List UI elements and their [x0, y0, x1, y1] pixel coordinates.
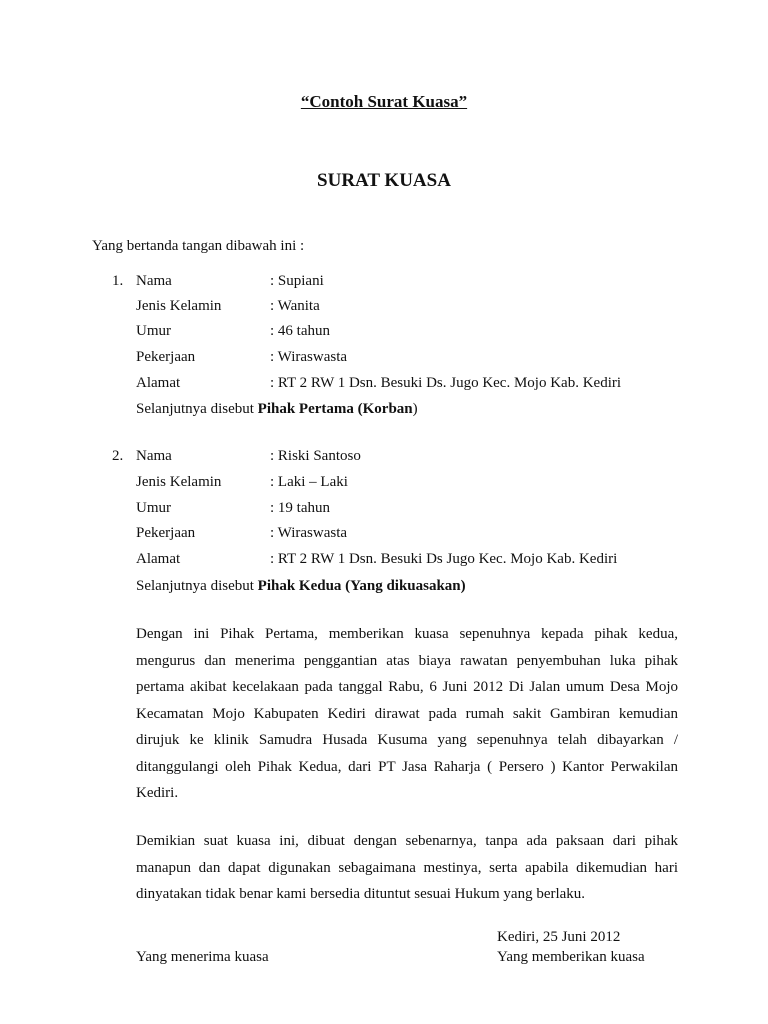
field-value: : 19 tahun [270, 500, 330, 516]
paragraph-line: Kediri. [136, 785, 179, 801]
paragraph-line: Demikian suat kuasa ini, dibuat dengan sebenarnya, tanpa ada paksaan dari pihak [136, 833, 678, 849]
field-label: Umur [136, 323, 171, 339]
paragraph-line: dinyatakan tidak benar kami bersedia dituntut sesuai Hukum yang berlaku. [136, 886, 586, 902]
field-label: Alamat [136, 551, 181, 567]
field-value: : 46 tahun [270, 323, 330, 339]
field-label: Pekerjaan [136, 525, 196, 541]
field-value: : RT 2 RW 1 Dsn. Besuki Ds. Jugo Kec. Mojo Kab. Kediri [270, 375, 622, 391]
intro-text: Yang bertanda tangan dibawah ini : [92, 238, 305, 254]
place-date: Kediri, 25 Juni 2012 [497, 929, 621, 945]
body-paragraph-2 [136, 831, 678, 911]
field-value: : Wanita [270, 298, 320, 314]
field-label: Nama [136, 448, 172, 464]
field-value: : Wiraswasta [270, 349, 348, 365]
paragraph-line: Kecamatan Mojo Kabupaten Kediri dirawat pada rumah sakit Gambiran kemudian [136, 705, 678, 722]
field-value: : Supiani [270, 273, 324, 289]
designation-name: Pihak Pertama (Korban [257, 401, 413, 417]
paragraph-line: pertama akibat kecelakaan pada tanggal Rabu, 6 Juni 2012 Di Jalan umum Desa Mojo [136, 679, 678, 695]
field-value: : Wiraswasta [270, 525, 348, 541]
designation-prefix: Selanjutnya disebut [136, 401, 258, 417]
field-value: : Laki – Laki [270, 474, 348, 490]
body-paragraph-1 [136, 624, 678, 810]
field-label: Umur [136, 500, 171, 516]
signer-left-label: Yang menerima kuasa [136, 949, 269, 965]
party-number: 1. [112, 273, 124, 289]
field-label: Nama [136, 273, 172, 289]
paragraph-line: dirujuk ke klinik Samudra Husada Kusuma yang sepenuhnya telah dibayarkan / [136, 732, 678, 748]
field-value: : RT 2 RW 1 Dsn. Besuki Ds Jugo Kec. Mojo Kab. Kediri [270, 551, 618, 567]
paragraph-line: Dengan ini Pihak Pertama, memberikan kuasa sepenuhnya kepada pihak kedua, [136, 626, 678, 642]
document-title-text: “Contoh Surat Kuasa” [300, 92, 468, 111]
party-designation [136, 578, 466, 595]
party-number: 2. [112, 448, 124, 464]
field-label: Pekerjaan [136, 349, 196, 365]
designation-name: Pihak Kedua (Yang dikuasakan) [257, 578, 466, 594]
paragraph-line: manapun dan dapat digunakan sebagaimana mestinya, serta apabila dikemudian hari [136, 859, 678, 876]
document-title [0, 92, 768, 112]
paragraph-line: ditanggulangi oleh Pihak Kedua, dari PT Jasa Raharja ( Persero ) Kantor Perwakilan [136, 758, 678, 775]
paragraph-line: mengurus dan menerima penggantian atas biaya rawatan penyembuhan luka pihak [136, 652, 678, 669]
field-label: Jenis Kelamin [136, 298, 222, 314]
field-label: Alamat [136, 375, 181, 391]
field-value: : Riski Santoso [270, 448, 361, 464]
field-label: Jenis Kelamin [136, 474, 222, 490]
designation-prefix: Selanjutnya disebut [136, 578, 258, 594]
signer-right-label: Yang memberikan kuasa [497, 949, 645, 965]
letter-heading: SURAT KUASA [317, 170, 451, 191]
designation-suffix: ) [412, 401, 418, 417]
party-designation [136, 401, 418, 418]
